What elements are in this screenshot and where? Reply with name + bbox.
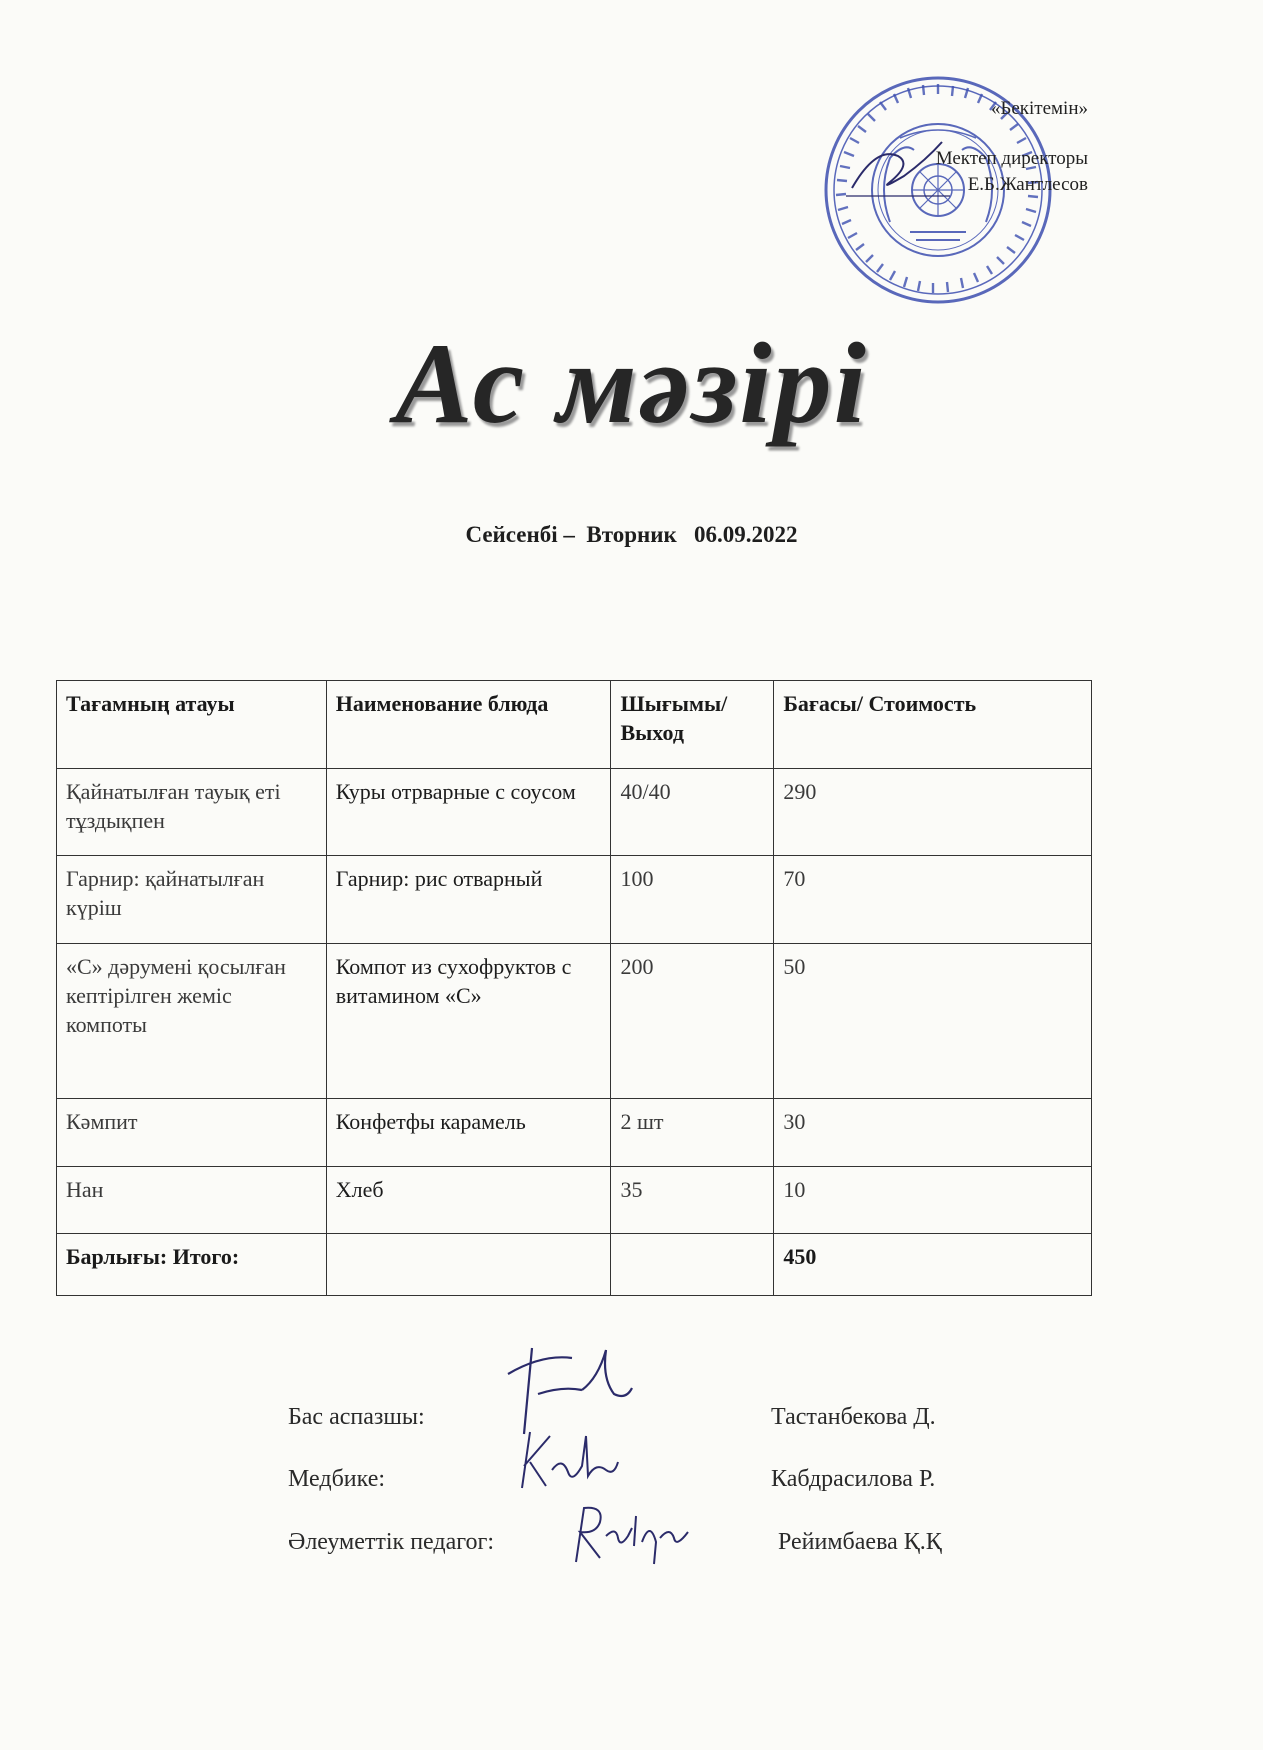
total-label: Барлығы: Итого: [57, 1234, 327, 1296]
signature-name: Кабдрасилова Р. [771, 1466, 936, 1492]
cell-ru-name: Куры отрварные с соусом [326, 769, 611, 856]
total-value: 450 [774, 1234, 1092, 1296]
signature-role: Бас аспазшы: [288, 1404, 425, 1430]
signature-row-nurse [288, 1466, 988, 1506]
cell-price: 10 [774, 1167, 1092, 1234]
cell-ru-name: Конфетфы карамель [326, 1099, 611, 1167]
approval-line-director-name: Е.Б.Жантлесов [967, 174, 1088, 195]
total-empty-cell [611, 1234, 774, 1296]
table-row [57, 944, 1092, 1099]
cell-price: 50 [774, 944, 1092, 1099]
cell-kz-name: Кәмпит [57, 1099, 327, 1167]
cell-kz-name: Нан [57, 1167, 327, 1234]
cell-kz-name: Қайнатылған тауық еті тұздықпен [57, 769, 327, 856]
approval-line-approved: «Бекітемін» [990, 98, 1088, 119]
cell-price: 290 [774, 769, 1092, 856]
cell-kz-name: Гарнир: қайнатылған күріш [57, 856, 327, 944]
table-row [57, 1099, 1092, 1167]
cell-yield: 35 [611, 1167, 774, 1234]
menu-table [56, 680, 1092, 1296]
cell-yield: 200 [611, 944, 774, 1099]
column-header-kz-name: Тағамның атауы [57, 681, 327, 769]
cell-yield: 2 шт [611, 1099, 774, 1167]
cell-ru-name: Компот из сухофруктов с витамином «С» [326, 944, 611, 1099]
signature-role: Әлеуметтік педагог: [288, 1529, 494, 1555]
cell-ru-name: Гарнир: рис отварный [326, 856, 611, 944]
table-header-row [57, 681, 1092, 769]
signature-name: Рейимбаева Қ.Қ [778, 1529, 942, 1555]
director-signature-icon [846, 126, 956, 210]
signature-row-chef [288, 1404, 988, 1444]
nurse-signature-icon [516, 1426, 620, 1494]
cell-price: 70 [774, 856, 1092, 944]
cell-kz-name: «С» дәрумені қосылған кептірілген жеміс компоты [57, 944, 327, 1099]
cell-price: 30 [774, 1099, 1092, 1167]
column-header-yield: Шығымы/ Выход [611, 681, 774, 769]
table-row [57, 769, 1092, 856]
total-empty-cell [326, 1234, 611, 1296]
column-header-ru-name: Наименование блюда [326, 681, 611, 769]
cell-yield: 40/40 [611, 769, 774, 856]
table-row [57, 856, 1092, 944]
table-row [57, 1167, 1092, 1234]
cell-yield: 100 [611, 856, 774, 944]
column-header-price: Бағасы/ Стоимость [774, 681, 1092, 769]
date-subtitle: Сейсенбі – Вторник 06.09.2022 [465, 522, 798, 547]
chef-signature-icon [502, 1338, 634, 1438]
signature-role: Медбике: [288, 1466, 386, 1492]
cell-ru-name: Хлеб [326, 1167, 611, 1234]
approval-line-position: Мектеп директоры [935, 148, 1088, 169]
page-title: Ас мәзірі [395, 320, 868, 448]
social-pedagogue-signature-icon [570, 1502, 694, 1566]
table-total-row [57, 1234, 1092, 1296]
signature-name: Тастанбекова Д. [771, 1404, 936, 1430]
